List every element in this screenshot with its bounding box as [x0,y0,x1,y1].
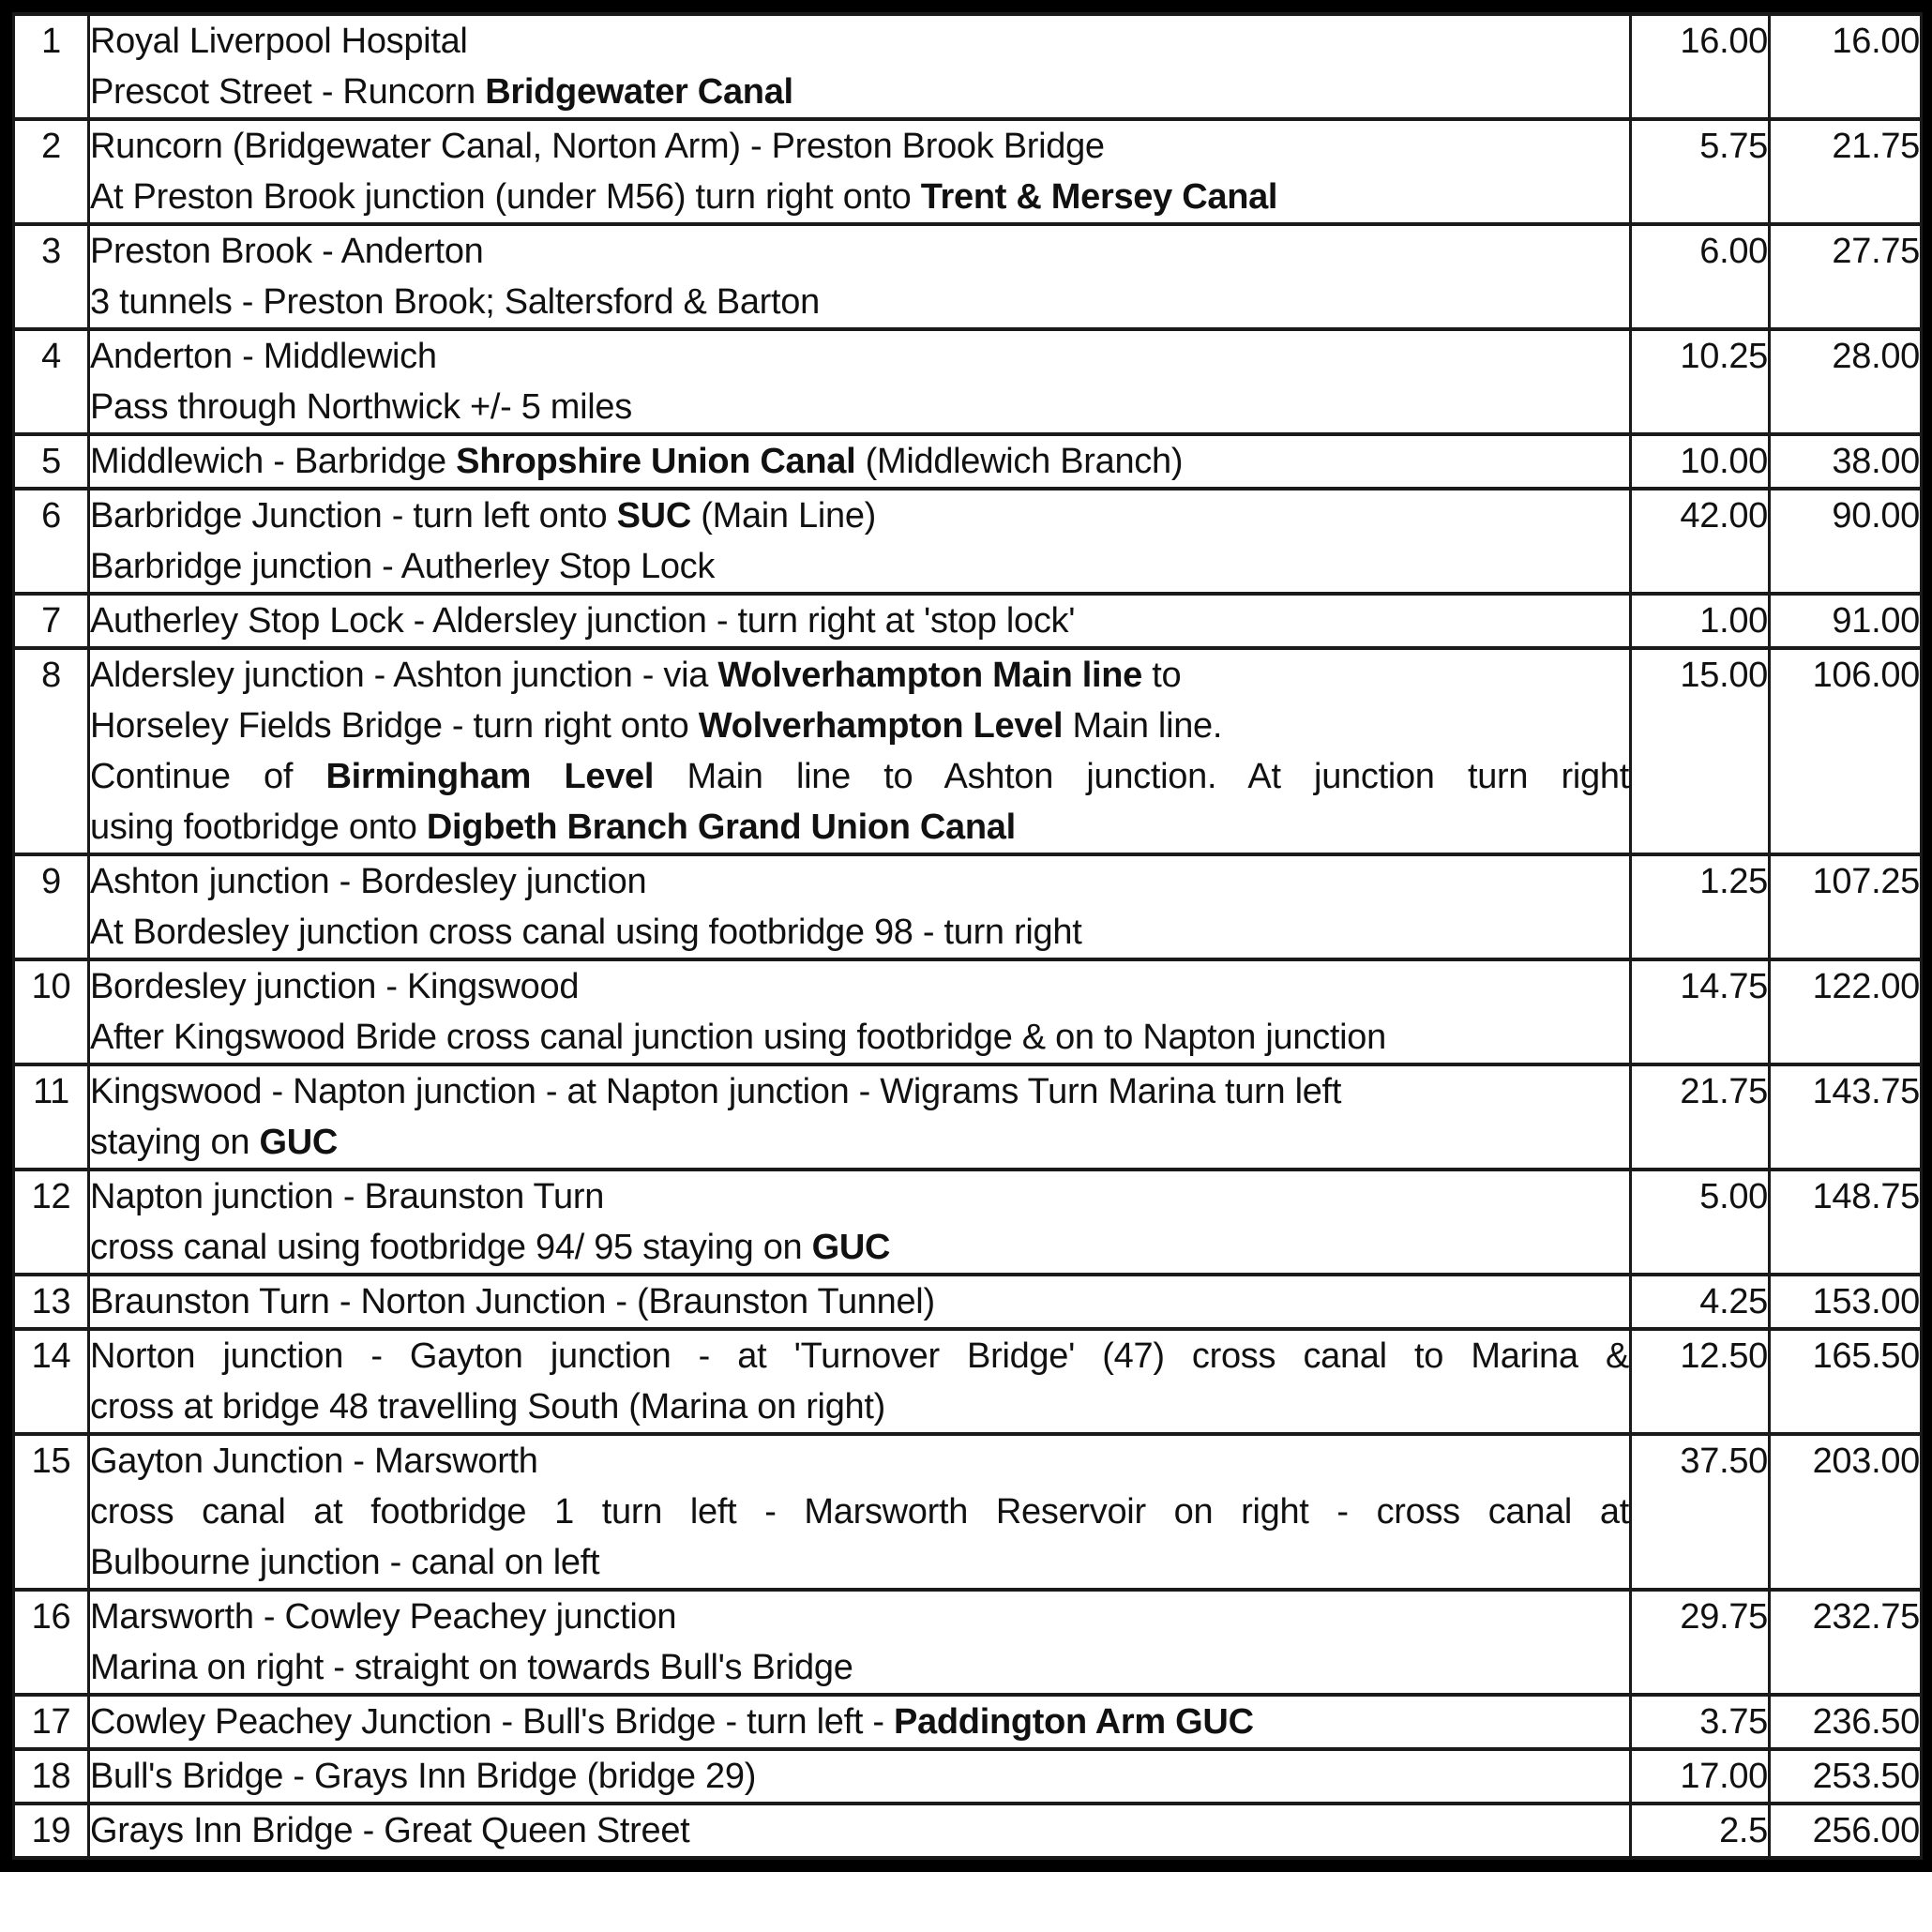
table-row [14,1749,1922,1804]
description-line [90,1642,1629,1693]
description-line [90,1117,1629,1168]
text-run: Royal Liverpool Hospital [90,22,468,61]
description-cell [89,1749,1631,1804]
stage-miles-cell: 1.25 [1631,854,1770,959]
description-cell [89,14,1631,119]
table-row [14,119,1922,224]
route-table [12,12,1923,1860]
text-run: Grays Inn Bridge - Great Queen Street [90,1811,690,1850]
description-line [90,1487,1629,1537]
row-number-cell: 11 [14,1064,89,1170]
table-row [14,1804,1922,1858]
text-run: Bull's Bridge - Grays Inn Bridge (bridge 29) [90,1757,757,1796]
description-line [90,172,1629,222]
text-run: Main line to Ashton junction. At junction turn right [654,757,1629,796]
row-number-cell: 13 [14,1275,89,1329]
row-number-cell: 8 [14,648,89,854]
description-line [90,1012,1629,1063]
text-run: Barbridge junction - Autherley Stop Lock [90,547,716,586]
text-run: Aldersley junction - Ashton junction - via [90,656,718,695]
cumulative-miles-cell: 165.50 [1770,1329,1922,1434]
row-number-cell: 3 [14,224,89,329]
description-cell [89,1275,1631,1329]
description-cell [89,959,1631,1064]
route-table-body [14,14,1922,1858]
bold-text-run: Paddington Arm GUC [893,1702,1254,1742]
text-run: After Kingswood Bride cross canal junction using footbridge & on to Napton junction [90,1018,1386,1057]
description-cell [89,1695,1631,1749]
text-run: (Main Line) [690,496,877,536]
cumulative-miles-cell: 148.75 [1770,1170,1922,1275]
bold-text-run: SUC [616,496,691,536]
stage-miles-cell: 2.5 [1631,1804,1770,1858]
text-run: staying on [90,1123,260,1162]
text-run: Pass through Northwick +/- 5 miles [90,387,632,427]
table-row [14,1329,1922,1434]
description-line [90,1697,1629,1747]
row-number-cell: 2 [14,119,89,224]
text-run: (Middlewich Branch) [855,442,1184,481]
bold-text-run: Trent & Mersey Canal [920,177,1278,217]
description-cell [89,489,1631,594]
cumulative-miles-cell: 106.00 [1770,648,1922,854]
stage-miles-cell: 10.25 [1631,329,1770,434]
table-row [14,1434,1922,1590]
text-run: Braunston Turn - Norton Junction - (Braunston Tunnel) [90,1282,935,1321]
stage-miles-cell: 14.75 [1631,959,1770,1064]
description-line [90,596,1629,646]
description-line [90,802,1629,853]
description-line [90,1381,1629,1432]
description-line [90,961,1629,1012]
description-line [90,67,1629,117]
description-cell [89,854,1631,959]
text-run: At Bordesley junction cross canal using footbridge 98 - turn right [90,913,1082,952]
row-number-cell: 12 [14,1170,89,1275]
text-run: to [1142,656,1182,695]
stage-miles-cell: 15.00 [1631,648,1770,854]
row-number-cell: 14 [14,1329,89,1434]
text-run: Ashton junction - Bordesley junction [90,862,647,901]
bold-text-run: Birmingham Level [325,757,655,796]
cumulative-miles-cell: 253.50 [1770,1749,1922,1804]
text-run: Bulbourne junction - canal on left [90,1543,600,1582]
text-run: Middlewich - Barbridge [90,442,457,481]
cumulative-miles-cell: 143.75 [1770,1064,1922,1170]
cumulative-miles-cell: 122.00 [1770,959,1922,1064]
text-run: cross canal at footbridge 1 turn left - Marsworth Reservoir on right - cross canal at [90,1492,1629,1532]
table-row [14,1275,1922,1329]
table-row [14,1064,1922,1170]
row-number-cell: 7 [14,594,89,648]
cumulative-miles-cell: 38.00 [1770,434,1922,489]
text-run: Runcorn (Bridgewater Canal, Norton Arm) - Preston Brook Bridge [90,127,1105,166]
description-line [90,491,1629,541]
row-number-cell: 15 [14,1434,89,1590]
text-run: At Preston Brook junction (under M56) turn right onto [90,177,921,217]
table-row [14,1590,1922,1695]
cumulative-miles-cell: 256.00 [1770,1804,1922,1858]
description-line [90,1436,1629,1487]
text-run: Bordesley junction - Kingswood [90,967,580,1006]
cumulative-miles-cell: 16.00 [1770,14,1922,119]
description-cell [89,594,1631,648]
row-number-cell: 5 [14,434,89,489]
cumulative-miles-cell: 28.00 [1770,329,1922,434]
description-line [90,907,1629,958]
description-line [90,1751,1629,1802]
text-run: cross canal using footbridge 94/ 95 staying on [90,1228,812,1267]
text-run: 3 tunnels - Preston Brook; Saltersford & Barton [90,282,820,322]
stage-miles-cell: 12.50 [1631,1329,1770,1434]
description-cell [89,1329,1631,1434]
cumulative-miles-cell: 107.25 [1770,854,1922,959]
cumulative-miles-cell: 27.75 [1770,224,1922,329]
text-run: Marina on right - straight on towards Bull's Bridge [90,1648,853,1687]
bold-text-run: Shropshire Union Canal [456,442,856,481]
description-cell [89,1434,1631,1590]
description-cell [89,1804,1631,1858]
cumulative-miles-cell: 203.00 [1770,1434,1922,1590]
bold-text-run: Digbeth Branch Grand Union Canal [426,808,1016,847]
bold-text-run: GUC [259,1123,339,1162]
description-line [90,1171,1629,1222]
text-run: Continue of [90,757,326,796]
cumulative-miles-cell: 90.00 [1770,489,1922,594]
stage-miles-cell: 4.25 [1631,1275,1770,1329]
description-line [90,331,1629,382]
text-run: Gayton Junction - Marsworth [90,1441,538,1481]
description-line [90,1537,1629,1588]
description-cell [89,1170,1631,1275]
table-row [14,854,1922,959]
description-cell [89,1590,1631,1695]
table-row [14,434,1922,489]
description-line [90,650,1629,701]
text-run: Preston Brook - Anderton [90,232,484,271]
description-line [90,121,1629,172]
table-row [14,648,1922,854]
text-run: Anderton - Middlewich [90,337,437,376]
stage-miles-cell: 16.00 [1631,14,1770,119]
text-run: Horseley Fields Bridge - turn right onto [90,706,699,746]
row-number-cell: 18 [14,1749,89,1804]
description-line [90,856,1629,907]
row-number-cell: 9 [14,854,89,959]
cumulative-miles-cell: 21.75 [1770,119,1922,224]
row-number-cell: 16 [14,1590,89,1695]
description-cell [89,119,1631,224]
cumulative-miles-cell: 236.50 [1770,1695,1922,1749]
stage-miles-cell: 1.00 [1631,594,1770,648]
table-row [14,1170,1922,1275]
description-line [90,541,1629,592]
bold-text-run: Bridgewater Canal [485,72,793,112]
text-run: Barbridge Junction - turn left onto [90,496,617,536]
stage-miles-cell: 3.75 [1631,1695,1770,1749]
stage-miles-cell: 5.00 [1631,1170,1770,1275]
row-number-cell: 10 [14,959,89,1064]
text-run: Napton junction - Braunston Turn [90,1177,605,1216]
description-cell [89,434,1631,489]
description-line [90,1276,1629,1327]
stage-miles-cell: 29.75 [1631,1590,1770,1695]
description-line [90,16,1629,67]
cumulative-miles-cell: 232.75 [1770,1590,1922,1695]
text-run: Norton junction - Gayton junction - at 'Turnover Bridge' (47) cross canal to Marina & [90,1336,1629,1376]
text-run: Main line. [1063,706,1223,746]
description-cell [89,1064,1631,1170]
stage-miles-cell: 6.00 [1631,224,1770,329]
text-run: cross at bridge 48 travelling South (Marina on right) [90,1387,885,1426]
row-number-cell: 17 [14,1695,89,1749]
stage-miles-cell: 10.00 [1631,434,1770,489]
cumulative-miles-cell: 91.00 [1770,594,1922,648]
text-run: Autherley Stop Lock - Aldersley junction - turn right at 'stop lock' [90,601,1076,641]
bold-text-run: GUC [811,1228,891,1267]
description-line [90,436,1629,487]
table-row [14,14,1922,119]
text-run: Marsworth - Cowley Peachey junction [90,1597,677,1637]
description-line [90,1331,1629,1381]
table-row [14,329,1922,434]
description-line [90,382,1629,432]
text-run: Cowley Peachey Junction - Bull's Bridge - turn left - [90,1702,894,1742]
description-line [90,1805,1629,1856]
row-number-cell: 19 [14,1804,89,1858]
table-row [14,594,1922,648]
description-line [90,1066,1629,1117]
description-cell [89,224,1631,329]
description-line [90,226,1629,277]
description-line [90,751,1629,802]
text-run: Kingswood - Napton junction - at Napton junction - Wigrams Turn Marina turn left [90,1072,1342,1111]
stage-miles-cell: 21.75 [1631,1064,1770,1170]
stage-miles-cell: 42.00 [1631,489,1770,594]
bold-text-run: Wolverhampton Main line [717,656,1143,695]
stage-miles-cell: 17.00 [1631,1749,1770,1804]
description-line [90,1592,1629,1642]
description-line [90,1222,1629,1273]
row-number-cell: 4 [14,329,89,434]
row-number-cell: 6 [14,489,89,594]
description-cell [89,329,1631,434]
table-row [14,1695,1922,1749]
stage-miles-cell: 37.50 [1631,1434,1770,1590]
description-cell [89,648,1631,854]
bold-text-run: Wolverhampton Level [698,706,1064,746]
text-run: using footbridge onto [90,808,427,847]
description-line [90,277,1629,327]
stage-miles-cell: 5.75 [1631,119,1770,224]
row-number-cell: 1 [14,14,89,119]
table-row [14,489,1922,594]
description-line [90,701,1629,751]
table-row [14,224,1922,329]
table-row [14,959,1922,1064]
text-run: Prescot Street - Runcorn [90,72,486,112]
cumulative-miles-cell: 153.00 [1770,1275,1922,1329]
